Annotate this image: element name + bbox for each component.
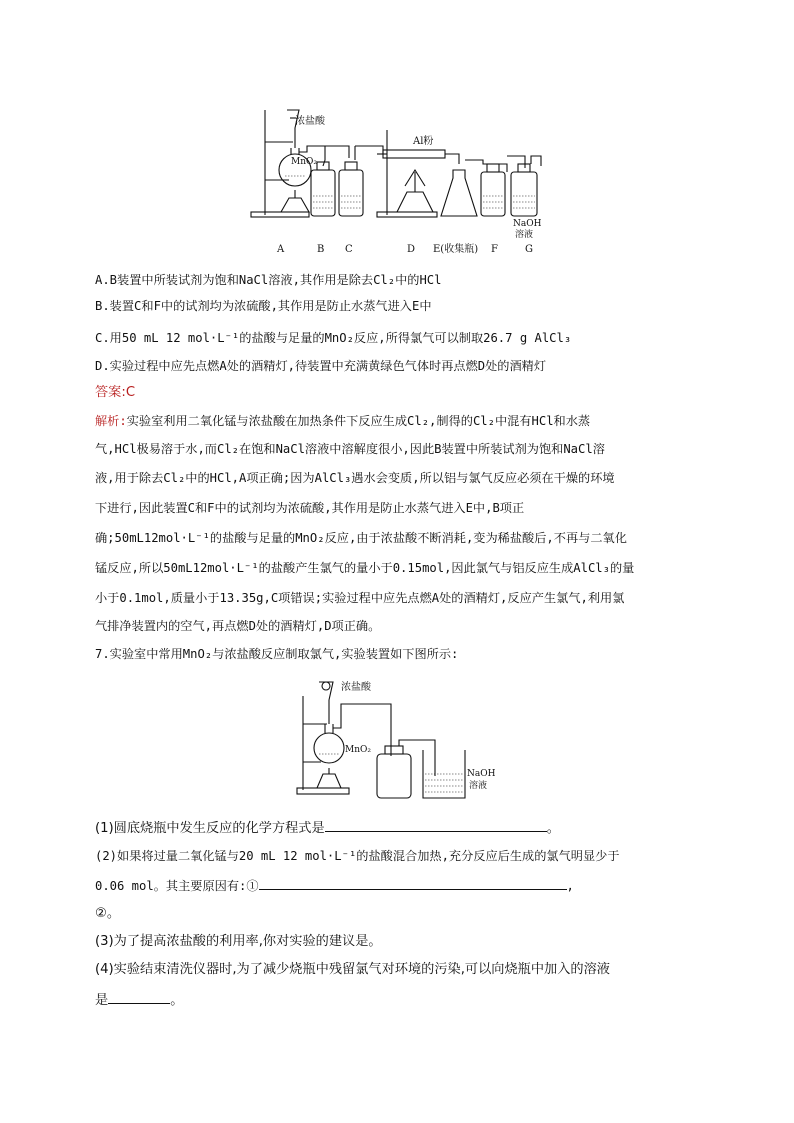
- q7-part-2-line-2: [95, 877, 574, 894]
- analysis-line-3: 液,用于除去Cl₂中的HCl,A项正确;因为AlCl₃遇水会变质,所以铝与氯气反应必须在干燥的环境: [95, 471, 615, 485]
- q7-part-2-line-1: (2)如果将过量二氧化锰与20 mL 12 mol·L⁻¹的盐酸混合加热,充分反应后生成的氯气明显少于: [95, 849, 620, 863]
- q7-part-4-text: 是: [95, 993, 109, 1008]
- fig1-label-al: Al粉: [413, 136, 434, 147]
- answer-line: [95, 385, 135, 401]
- analysis-line-8: 气排净装置内的空气,再点燃D处的酒精灯,D项正确。: [95, 619, 381, 633]
- option-b: B.装置C和F中的试剂均为浓硫酸,其作用是防止水蒸气进入E中: [95, 299, 432, 313]
- analysis-text-1: 实验室利用二氧化锰与浓盐酸在加热条件下反应生成Cl₂,制得的Cl₂中混有HCl和水蒸: [126, 414, 591, 428]
- apparatus-figure-2: [295, 676, 505, 806]
- fig1-label-acid: 浓盐酸: [295, 116, 325, 127]
- fig1-label-solution: 溶液: [515, 230, 534, 240]
- option-d: D.实验过程中应先点燃A处的酒精灯,待装置中充满黄绿色气体时再点燃D处的酒精灯: [95, 359, 547, 373]
- fig1-letter-d: D: [407, 244, 416, 255]
- apparatus-figure-1: [245, 100, 555, 260]
- fig1-letter-a: A: [277, 244, 285, 255]
- q7-part-1-end: 。: [546, 821, 560, 836]
- answer-value: C: [125, 385, 136, 400]
- fig1-letter-b: B: [317, 244, 325, 255]
- analysis-label: 解析:: [95, 414, 127, 428]
- q7-stem: 7.实验室中常用MnO₂与浓盐酸反应制取氯气,实验装置如下图所示:: [95, 647, 459, 661]
- q7-part-4-line-1: (4)实验结束清洗仪器时,为了减少烧瓶中残留氯气对环境的污染,可以向烧瓶中加入的溶液: [95, 962, 610, 977]
- fig2-label-mno2: MnO₂: [345, 745, 371, 755]
- q7-part-4-end: 。: [170, 993, 184, 1008]
- analysis-line-6: 锰反应,所以50mL12mol·L⁻¹的盐酸产生氯气的量小于0.15mol,因此氯气与铝反应生成AlCl₃的量: [95, 561, 635, 575]
- fig2-label-naoh: NaOH: [467, 769, 496, 779]
- q7-part-2-text: 0.06 mol。其主要原因有:①: [95, 879, 259, 893]
- fig1-letter-f: F: [491, 244, 498, 255]
- analysis-line-5: 确;50mL12mol·L⁻¹的盐酸与足量的MnO₂反应,由于浓盐酸不断消耗,变为稀盐酸后,不再与二氧化: [95, 531, 627, 545]
- fig1-label-naoh: NaOH: [513, 219, 542, 229]
- q7-part-4-blank[interactable]: [108, 991, 170, 1004]
- fig1-letter-c: C: [345, 244, 353, 255]
- fig2-label-acid: 浓盐酸: [341, 682, 371, 693]
- q7-part-2-line-3: ②。: [95, 906, 121, 921]
- option-a: A.B装置中所装试剂为饱和NaCl溶液,其作用是除去Cl₂中的HCl: [95, 273, 442, 287]
- analysis-line-1: [95, 413, 590, 429]
- answer-label: 答案:: [95, 385, 126, 400]
- fig1-label-mno2: MnO₂: [291, 157, 317, 167]
- q7-part-4-line-2: [95, 991, 183, 1009]
- q7-part-2-blank-1[interactable]: [259, 877, 567, 890]
- q7-part-1-text: (1)圆底烧瓶中发生反应的化学方程式是: [95, 821, 325, 836]
- analysis-line-2: 气,HCl极易溶于水,而Cl₂在饱和NaCl溶液中溶解度很小,因此B装置中所装试剂为饱和NaCl溶: [95, 442, 605, 456]
- q7-part-3: (3)为了提高浓盐酸的利用率,你对实验的建议是。: [95, 934, 382, 949]
- q7-part-2-comma: ,: [566, 879, 574, 893]
- analysis-line-4: 下进行,因此装置C和F中的试剂均为浓硫酸,其作用是防止水蒸气进入E中,B项正: [95, 501, 525, 515]
- option-c: C.用50 mL 12 mol·L⁻¹的盐酸与足量的MnO₂反应,所得氯气可以制取26.7 g AlCl₃: [95, 331, 572, 345]
- fig1-letter-e: E(收集瓶): [433, 244, 479, 255]
- analysis-line-7: 小于0.1mol,质量小于13.35g,C项错误;实验过程中应先点燃A处的酒精灯,反应产生氯气,利用氯: [95, 591, 625, 605]
- fig2-label-solution: 溶液: [469, 781, 488, 791]
- q7-part-1-blank[interactable]: [325, 819, 547, 832]
- q7-part-1: [95, 819, 560, 837]
- fig1-letter-g: G: [525, 244, 533, 255]
